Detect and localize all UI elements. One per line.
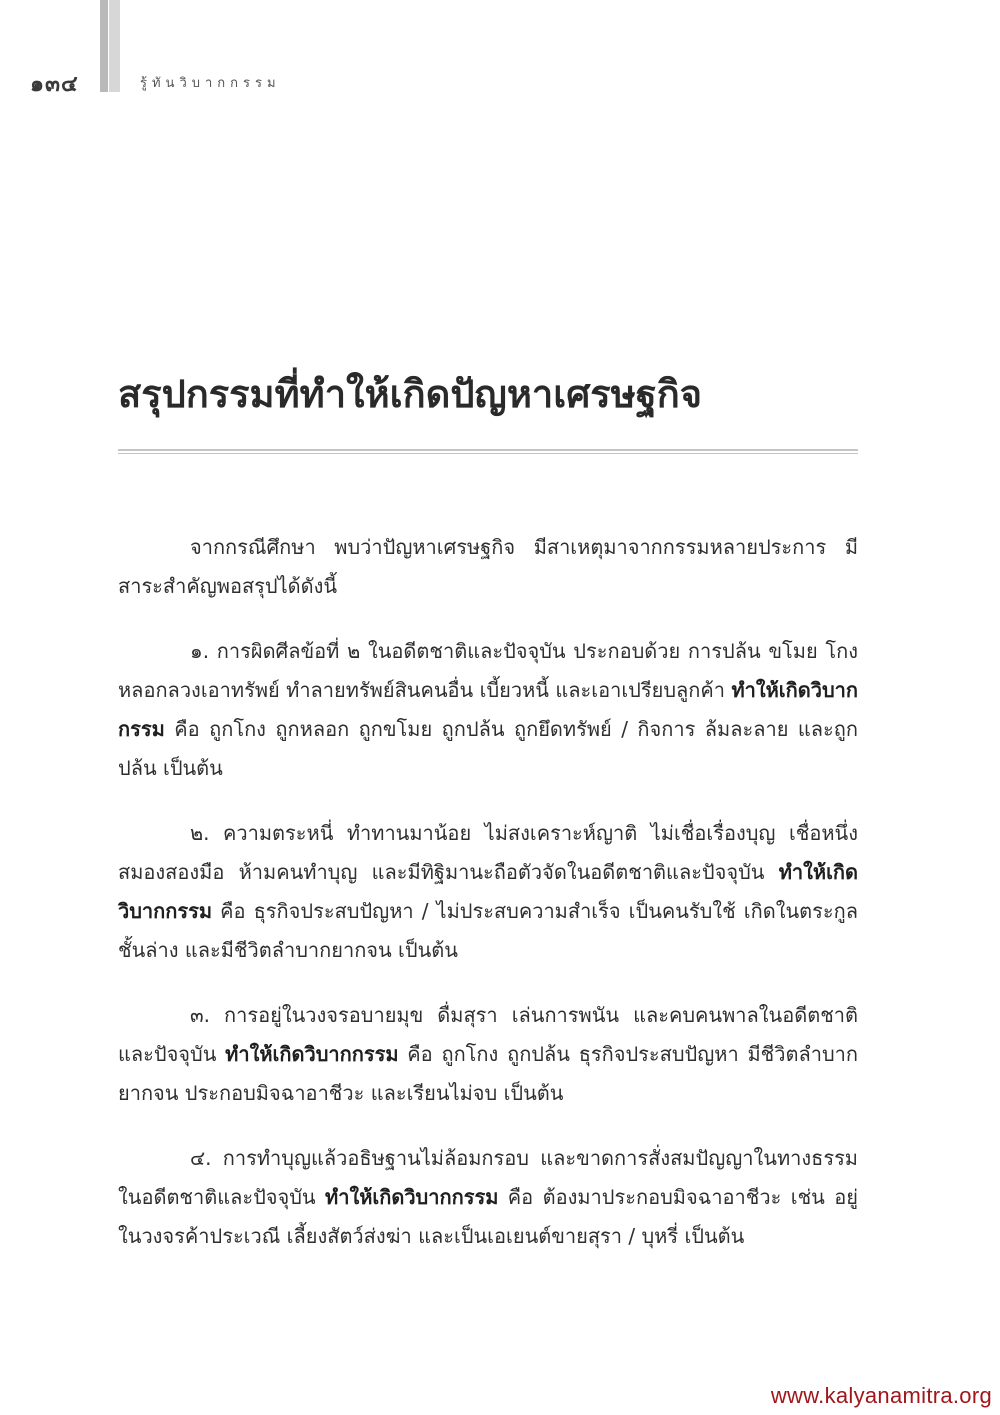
paragraph-item-4 <box>118 1139 858 1256</box>
body-text <box>118 528 858 1282</box>
page-number: ๑๓๔ <box>30 72 79 97</box>
paragraph-text: คือ ต้องมาประกอบมิจฉาอาชีวะ เช่น อยู่ในวงจรค้าประเวณี เลี้ยงสัตว์ส่งฆ่า และเป็นเอเยนต์ขายสุรา / บุหรี่ เป็นต้น <box>118 1185 858 1248</box>
paragraph-text: จากกรณีศึกษา พบว่าปัญหาเศรษฐกิจ มีสาเหตุมาจากกรรมหลายประการ มีสาระสำคัญพอสรุปได้ดังนี้ <box>118 535 858 598</box>
paragraph-text: ๑. การผิดศีลข้อที่ ๒ ในอดีตชาติและปัจจุบัน ประกอบด้วย การปล้น ขโมย โกง หลอกลวงเอาทรัพย์ ทำลายทรัพย์สินคนอื่น เบี้ยวหนี้ และเอาเปรียบลูกค้า <box>118 639 858 702</box>
header-band-dark-stripe <box>100 0 108 92</box>
title-underline-rule <box>118 449 858 454</box>
header-decorative-band <box>100 0 120 92</box>
paragraph-text: ๒. ความตระหนี่ ทำทานมาน้อย ไม่สงเคราะห์ญาติ ไม่เชื่อเรื่องบุญ เชื่อหนึ่งสมองสองมือ ห้ามคนทำบุญ และมีทิฐิมานะถือตัวจัดในอดีตชาติและปัจจุบัน <box>118 821 858 884</box>
website-url-link[interactable]: www.kalyanamitra.org <box>770 1383 992 1408</box>
paragraph-text: คือ ถูกโกง ถูกหลอก ถูกขโมย ถูกปล้น ถูกยึดทรัพย์ / กิจการ ล้มละลาย และถูกปล้น เป็นต้น <box>118 717 858 780</box>
paragraph-emphasis: ทำให้เกิดวิบากกรรม <box>118 860 858 923</box>
paragraph-emphasis: ทำให้เกิดวิบากกรรม <box>225 1042 399 1066</box>
paragraph-text: คือ ธุรกิจประสบปัญหา / ไม่ประสบความสำเร็จ เป็นคนรับใช้ เกิดในตระกูลชั้นล่าง และมีชีวิตลำบากยากจน เป็นต้น <box>118 899 858 962</box>
paragraph-emphasis: ทำให้เกิดวิบากกรรม <box>118 678 858 741</box>
paragraph-text: ๓. การอยู่ในวงจรอบายมุข ดื่มสุรา เล่นการพนัน และคบคนพาลในอดีตชาติและปัจจุบัน <box>118 1003 858 1066</box>
paragraph-item-1 <box>118 632 858 788</box>
paragraph-emphasis: ทำให้เกิดวิบากกรรม <box>325 1185 499 1209</box>
paragraph-intro <box>118 528 858 606</box>
chapter-title: สรุปกรรมที่ทำให้เกิดปัญหาเศรษฐกิจ <box>118 372 703 416</box>
header-band-light-stripe <box>109 0 120 92</box>
paragraph-item-3 <box>118 996 858 1113</box>
paragraph-text: คือ ถูกโกง ถูกปล้น ธุรกิจประสบปัญหา มีชีวิตลำบากยากจน ประกอบมิจฉาอาชีวะ และเรียนไม่จบ เป็นต้น <box>118 1042 858 1105</box>
paragraph-text: ๔. การทำบุญแล้วอธิษฐานไม่ล้อมกรอบ และขาดการสั่งสมปัญญาในทางธรรมในอดีตชาติและปัจจุบัน <box>118 1146 858 1209</box>
paragraph-item-2 <box>118 814 858 970</box>
running-head-book-title: รู้ทันวิบากกรรม <box>140 76 281 91</box>
